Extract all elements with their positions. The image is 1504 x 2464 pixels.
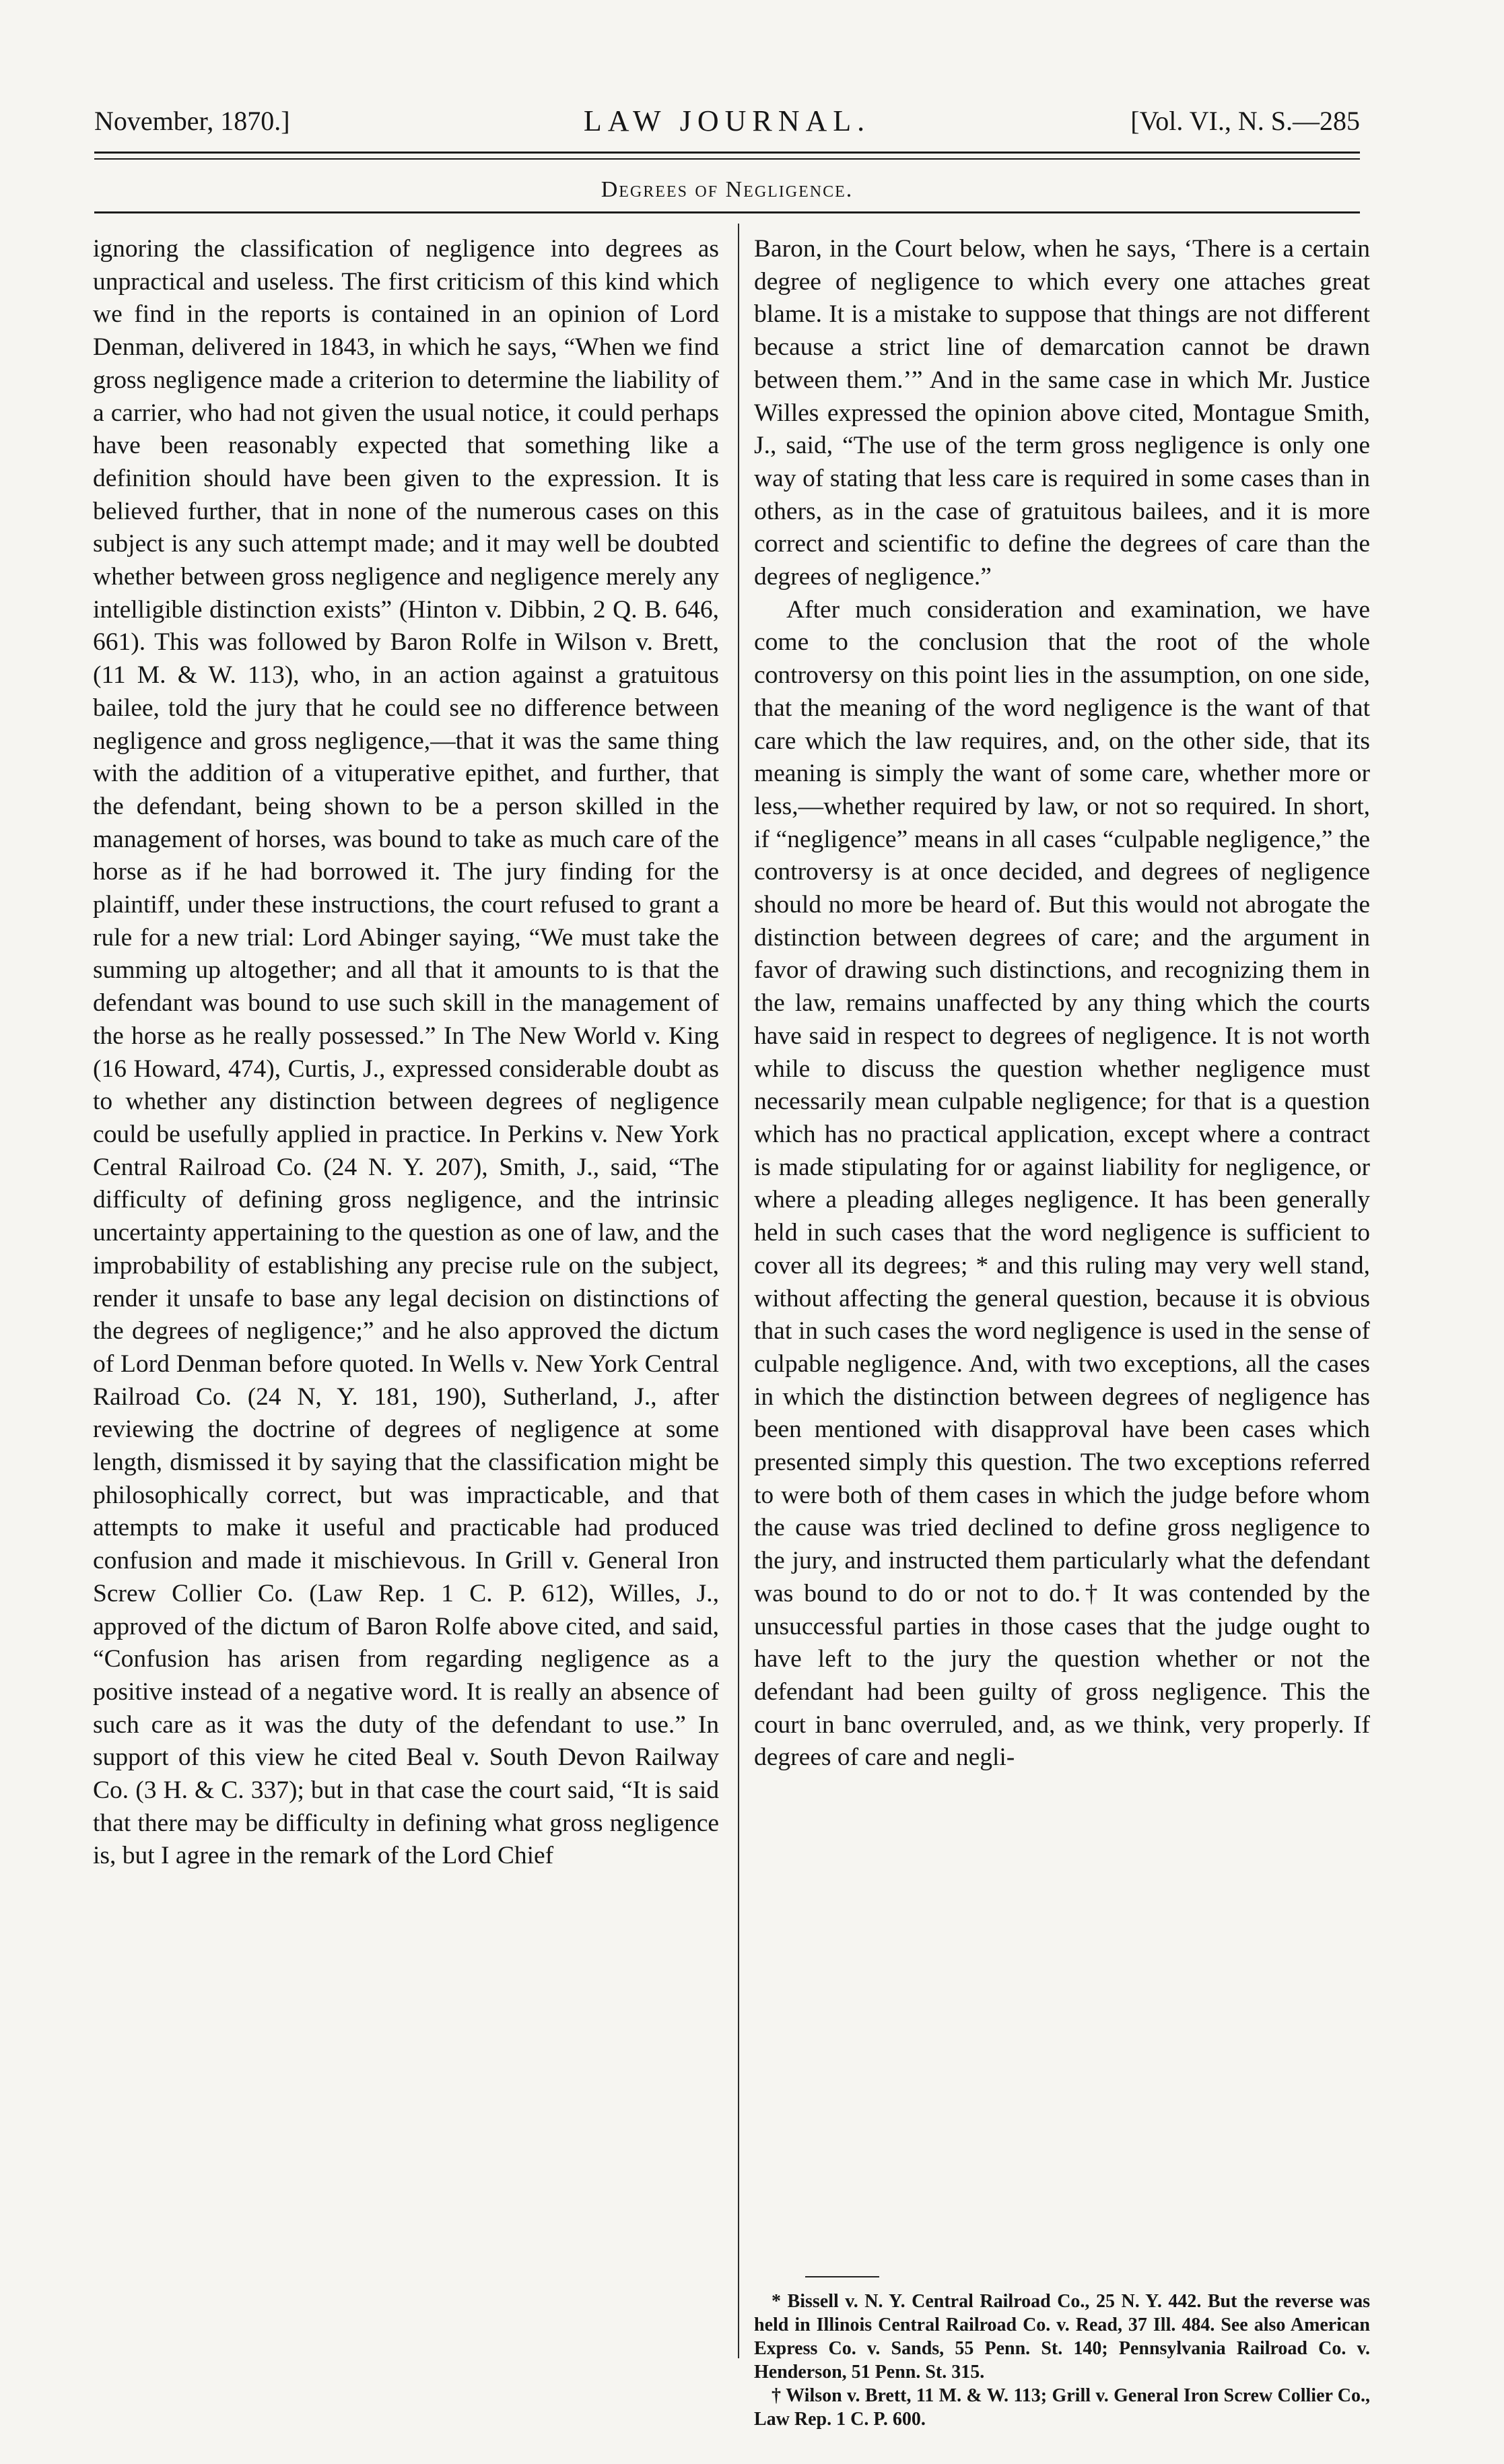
column-divider — [738, 224, 739, 2358]
section-title: Degrees of Negligence. — [601, 177, 854, 202]
left-column — [93, 233, 719, 1873]
issue-date: November, 1870.] — [94, 106, 290, 136]
title-rule — [94, 211, 1360, 213]
footnotes — [754, 2290, 1370, 2431]
running-head — [94, 98, 1360, 145]
right-paragraph-2: After much consideration and examination, we have come to the conclusion that the root of the whole controversy on this point lies in the assumption, on one side, that the meaning of the word negligence is the want of that care which the law requires, and, on the other side, that its meaning is simply the want of some care, whether more or less,—whether required by law, or not so required. In short, if “negligence” means in all cases “culpable negligence,” the controversy is at once decided, and degrees of negligence should no more be heard of. But this would not abrogate the distinction between degrees of care; and the argument in favor of drawing such distinctions, and recognizing them in the law, remains unaffected by any thing which the courts have said in respect to degrees of negligence. It is not worth while to discuss the question whether negligence must necessarily mean culpable negligence; for that is a question which has no practical application, except where a contract is made stipulating for or against liability for negligence, or where a pleading alleges negligence. It has been generally held in such cases that the word negligence is sufficient to cover all its degrees; * and this ruling may very well stand, without affecting the general question, because it is obvious that in such cases the word negligence is used in the sense of culpable negligence. And, with two exceptions, all the cases in which the distinction between degrees of negligence has been mentioned with disapproval have been cases which presented simply this question. The two exceptions referred to were both of them cases in which the judge before whom the cause was tried declined to define gross negligence to the jury, and instructed them particularly what the defendant was bound to do or not to do.† It was contended by the unsuccessful parties in those cases that the judge ought to have left to the jury the question whether or not the defendant had been guilty of gross negligence. This the court in banc overruled, and, as we think, very properly. If degrees of care and negli- — [754, 595, 1370, 1772]
journal-title: LAW JOURNAL. — [583, 104, 871, 137]
footnote-1: * Bissell v. N. Y. Central Railroad Co., 25 N. Y. 442. But the reverse was held in Illinois Central Railroad Co. v. Read, 37 Ill. 484. See also American Express Co. v. Sands, 55 Penn. St. 140; Pennsylvania Railroad Co. v. Henderson, 51 Penn. St. 315. — [754, 2291, 1370, 2383]
right-column — [754, 233, 1370, 1774]
footnote-2: † Wilson v. Brett, 11 M. & W. 113; Grill v. General Iron Screw Collier Co., Law Rep. 1 C. P. 600. — [754, 2385, 1370, 2430]
volume-page: [Vol. VI., N. S.—285 — [1130, 106, 1360, 136]
left-paragraph-1: ignoring the classification of negligence into degrees as unpractical and useless. The first criticism of this kind which we find in the reports is contained in an opinion of Lord Denman, delivered in 1843, in which he says, “When we find gross negligence made a criterion to determine the liability of a carrier, who had not given the usual notice, it could perhaps have been reasonably expected that something like a definition should have been given to the expression. It is believed further, that in none of the numerous cases on this subject is any such attempt made; and it may well be doubted whether between gross negligence and negligence merely any intelligible distinction exists” (Hinton v. Dibbin, 2 Q. B. 646, 661). This was followed by Baron Rolfe in Wilson v. Brett, (11 M. & W. 113), who, in an action against a gratuitous bailee, told the jury that he could see no difference between negligence and gross negligence,—that it was the same thing with the addition of a vituperative epithet, and further, that the defendant, being shown to be a person skilled in the management of horses, was bound to take as much care of the horse as if he had borrowed it. The jury finding for the plaintiff, under these instructions, the court refused to grant a rule for a new trial: Lord Abinger saying, “We must take the summing up altogether; and all that it amounts to is that the defendant was bound to use such skill in the management of the horse as he really possessed.” In The New World v. King (16 Howard, 474), Curtis, J., expressed considerable doubt as to whether any distinction between degrees of negligence could be usefully applied in practice. In Perkins v. New York Central Railroad Co. (24 N. Y. 207), Smith, J., said, “The difficulty of defining gross negligence, and the intrinsic uncertainty appertaining to the question as one of law, and the improbability of establishing any precise rule on the subject, render it unsafe to base any legal decision on distinctions of the degrees of negligence;” and he also approved the dictum of Lord Denman before quoted. In Wells v. New York Central Railroad Co. (24 N, Y. 181, 190), Sutherland, J., after reviewing the doctrine of degrees of negligence at some length, dismissed it by saying that the classification might be philosophically correct, but was impracticable, and that attempts to make it useful and practicable had produced confusion and made it mischievous. In Grill v. General Iron Screw Collier Co. (Law Rep. 1 C. P. 612), Willes, J., approved of the dictum of Baron Rolfe above cited, and said, “Confusion has arisen from regarding negligence as a positive instead of a negative word. It is really an absence of such care as it was the duty of the defendant to use.” In support of this view he cited Beal v. South Devon Railway Co. (3 H. & C. 337); but in that case the court said, “It is said that there may be difficulty in defining what gross negligence is, but I agree in the remark of the Lord Chief — [93, 235, 719, 1870]
header-rule — [94, 152, 1360, 160]
footnote-rule — [805, 2276, 879, 2277]
right-paragraph-1: Baron, in the Court below, when he says, ‘There is a certain degree of negligence to which every one attaches great blame. It is a mistake to suppose that things are not different because a strict line of demarcation cannot be drawn between them.’” And in the same case in which Mr. Justice Willes expressed the opinion above cited, Montague Smith, J., said, “The use of the term gross negligence is only one way of stating that less care is required in some cases than in others, as in the case of gratuitous bailees, and it is more correct and scientific to define the degrees of care than the degrees of negligence.” — [754, 235, 1370, 591]
